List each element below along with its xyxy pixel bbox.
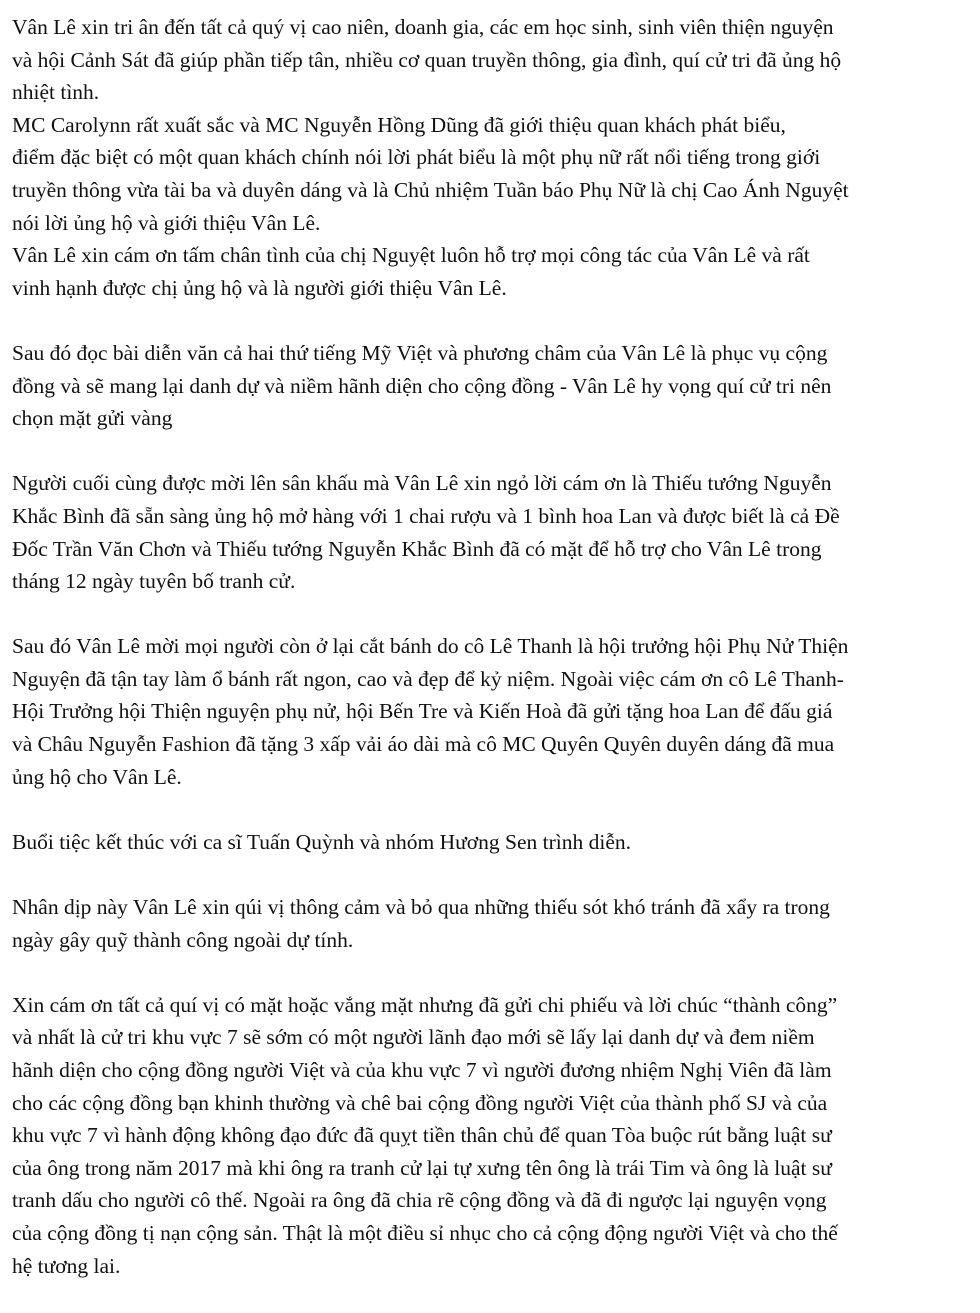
text-line: Đốc Trần Văn Chơn và Thiếu tướng Nguyễn Khắc Bình đã có mặt để hỗ trợ cho Vân Lê trong <box>12 536 822 561</box>
text-line: Xin cám ơn tất cả quí vị có mặt hoặc vắng mặt nhưng đã gửi chi phiếu và lời chúc “thành công” <box>12 992 838 1017</box>
text-line: ủng hộ cho Vân Lê. <box>12 764 182 789</box>
text-line: Sau đó đọc bài diễn văn cả hai thứ tiếng Mỹ Việt và phương châm của Vân Lê là phục vụ cộng <box>12 340 828 365</box>
text-line: điểm đặc biệt có một quan khách chính nói lời phát biểu là một phụ nữ rất nổi tiếng trong giới <box>12 145 821 170</box>
text-line: Nguyện đã tận tay làm ổ bánh rất ngon, cao và đẹp để kỷ niệm. Ngoài việc cám ơn cô Lê Thanh- <box>12 666 844 691</box>
text-line: Sau đó Vân Lê mời mọi người còn ở lại cắt bánh do cô Lê Thanh là hội trưởng hội Phụ Nử Thiện <box>12 634 849 659</box>
text-line: của ông trong năm 2017 mà khi ông ra tranh cử lại tự xưng tên ông là trái Tim và ông là luật sư <box>12 1155 832 1180</box>
text-line: chọn mặt gửi vàng <box>12 406 173 431</box>
text-line: ngày gây quỹ thành công ngoài dự tính. <box>12 927 354 952</box>
text-line: và nhất là cử tri khu vực 7 sẽ sớm có một người lãnh đạo mới sẽ lấy lại danh dự và đem niềm <box>12 1025 815 1050</box>
text-line: nhiệt tình. <box>12 80 100 105</box>
paragraph-gap <box>12 304 962 337</box>
text-line: tháng 12 ngày tuyên bố tranh cử. <box>12 569 296 594</box>
text-line: truyền thông vừa tài ba và duyên dáng và là Chủ nhiệm Tuần báo Phụ Nữ là chị Cao Ánh Nguyệt <box>12 177 849 202</box>
paragraph-gap <box>12 793 962 826</box>
text-line: Khắc Bình đã sẵn sàng ủng hộ mở hàng với 1 chai rượu và 1 bình hoa Lan và được biết là cả Đề <box>12 503 840 528</box>
text-line: Nhân dịp này Vân Lê xin qúi vị thông cảm và bỏ qua những thiếu sót khó tránh đã xẩy ra trong <box>12 895 830 920</box>
text-line: khu vực 7 vì hành động không đạo đức đã quỵt tiền thân chủ để quan Tòa buộc rút bằng luật sư <box>12 1123 832 1148</box>
text-line: và Châu Nguyễn Fashion đã tặng 3 xấp vải áo dài mà cô MC Quyên Quyên duyên dáng đã mua <box>12 732 835 757</box>
text-line: tranh dấu cho người cô thế. Ngoài ra ông đã chia rẽ cộng đồng và đã đi ngược lại nguyện vọng <box>12 1188 827 1213</box>
text-line: đồng và sẽ mang lại danh dự và niềm hãnh diện cho cộng đồng - Vân Lê hy vọng quí cử tri nên <box>12 373 832 398</box>
text-line: Hội Trưởng hội Thiện nguyện phụ nử, hội Bến Tre và Kiến Hoà đã gửi tặng hoa Lan để đấu giá <box>12 699 833 724</box>
text-line: Người cuối cùng được mời lên sân khấu mà Vân Lê xin ngỏ lời cám ơn là Thiếu tướng Nguyễn <box>12 471 832 496</box>
paragraph-gap <box>12 858 962 891</box>
paragraph-gap <box>12 435 962 468</box>
paragraph-gap <box>12 598 962 631</box>
text-line: hệ tương lai. <box>12 1253 121 1278</box>
text-line: MC Carolynn rất xuất sắc và MC Nguyễn Hồng Dũng đã giới thiệu quan khách phát biểu, <box>12 112 786 137</box>
text-line: nói lời ủng hộ và giới thiệu Vân Lê. <box>12 210 321 235</box>
text-line: hãnh diện cho cộng đồng người Việt và của khu vực 7 vì người đương nhiệm Nghị Viên đã làm <box>12 1058 832 1082</box>
text-line: và hội Cảnh Sát đã giúp phần tiếp tân, nhiều cơ quan truyền thông, gia đình, quí cử tri đã ủng hộ <box>12 47 842 72</box>
text-line: vinh hạnh được chị ủng hộ và là người giới thiệu Vân Lê. <box>12 275 507 300</box>
text-line: Vân Lê xin cám ơn tấm chân tình của chị Nguyệt luôn hỗ trợ mọi công tác của Vân Lê và rất <box>12 243 810 268</box>
text-line: Vân Lê xin tri ân đến tất cả quý vị cao niên, doanh gia, các em học sinh, sinh viên thiện nguyện <box>12 15 834 39</box>
paragraph-gap <box>12 956 962 989</box>
text-line: của cộng đồng tị nạn cộng sản. Thật là một điều sỉ nhục cho cả cộng động người Việt và cho thế <box>12 1220 838 1245</box>
text-line: Buổi tiệc kết thúc với ca sĩ Tuấn Quỳnh và nhóm Hương Sen trình diễn. <box>12 829 632 854</box>
text-line: cho các cộng đồng bạn khinh thường và chê bai cộng đồng người Việt của thành phố SJ và của <box>12 1090 828 1115</box>
